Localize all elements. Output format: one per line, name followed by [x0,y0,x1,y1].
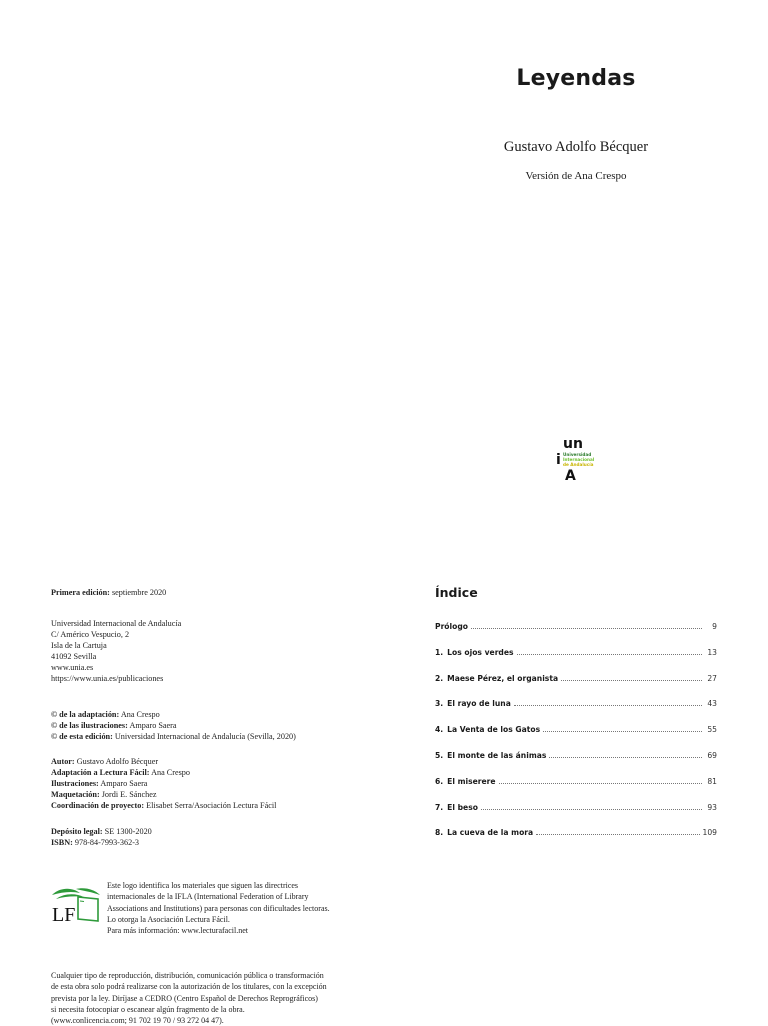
first-edition-label: Primera edición: [51,588,110,597]
toc-entry[interactable] [435,748,717,760]
staff-value: Gustavo Adolfo Bécquer [76,757,159,766]
legal-line: de esta obra solo podrá realizarse con la autorización de los titulares, con la excepción [51,982,327,992]
svg-text:LF: LF [52,904,76,925]
toc-entry-text: El beso [447,803,478,812]
copyright-value: Amparo Saera [129,721,177,730]
toc-entry-label [435,674,560,683]
unia-logo-universidad: Universidad [563,452,592,457]
toc-entry-label [435,622,470,631]
staff-value: Elisabet Serra/Asociación Lectura Fácil [146,801,277,810]
book-version: Versión de Ana Crespo [525,170,627,182]
toc-entry-number: 6. [435,777,444,786]
note-line: Lo otorga la Asociación Lectura Fácil. [107,914,230,924]
toc-entry-page: 13 [707,648,717,657]
toc-entry-number: 8. [435,828,444,837]
toc-entry-page: 9 [712,622,717,631]
book-title: Leyendas [516,66,636,91]
publisher-address [51,618,181,684]
toc-entry-number: 1. [435,648,444,657]
toc-leader-dots [536,834,699,835]
staff-label: Ilustraciones: [51,779,99,788]
toc-entry-number: 5. [435,751,444,760]
legal-line: (www.conlicencia.com; 91 702 19 70 / 93 272 04 47). [51,1016,224,1026]
toc-entry-text: El miserere [447,777,496,786]
toc-entry-page: 81 [707,777,717,786]
first-edition-value: septiembre 2020 [111,588,167,597]
toc-entry-text: La Venta de los Gatos [447,725,541,734]
unia-logo-un: un [563,436,583,452]
toc-entry-label [435,751,548,760]
unia-logo [553,436,603,486]
staff-value: Amparo Saera [100,779,148,788]
staff-value: Jordi E. Sánchez [101,790,157,799]
toc-entry-number: 7. [435,803,444,812]
toc-leader-dots [549,757,702,758]
toc-entry[interactable] [435,696,717,708]
legal-line: si necesita fotocopiar o escanear algún fragmento de la obra. [51,1004,245,1014]
copyright-value: Ana Crespo [120,710,160,719]
address-line: 41092 Sevilla [51,652,97,661]
toc-entry-label [435,828,535,837]
unia-logo-internacional: Internacional [563,457,595,462]
index-title: Índice [435,585,478,600]
toc-entry-text: Maese Pérez, el organista [447,674,559,683]
note-line: Associations and Institutions) para personas con dificultades lectoras. [107,903,330,913]
toc-leader-dots [471,628,702,629]
unia-logo-a: A [565,468,576,484]
staff-value: Ana Crespo [151,768,190,777]
website-link[interactable]: www.unia.es [51,663,94,672]
toc-entry-number: 3. [435,699,444,708]
copyright-label: © de esta edición: [51,732,113,741]
note-line: Este logo identifica los materiales que siguen las directrices [107,881,299,890]
deposito-legal-label: Depósito legal: [51,827,103,836]
toc-leader-dots [514,705,702,706]
lectura-facil-logo-icon [50,885,102,925]
toc-entry-label [435,699,513,708]
staff-label: Coordinación de proyecto: [51,801,145,810]
isbn-label: ISBN: [51,838,73,847]
toc-entry[interactable] [435,825,717,837]
toc-entry-label [435,777,498,786]
legal-line: Cualquier tipo de reproducción, distribución, comunicación pública o transformación [51,971,324,980]
copyright-label: © de las ilustraciones: [51,721,128,730]
staff-block [51,756,276,811]
note-line: internacionales de la IFLA (International Federation of Library [107,892,309,902]
toc-leader-dots [481,809,702,810]
toc-entry[interactable] [435,619,717,631]
lectura-facil-note [107,880,330,936]
legal-notice [51,970,327,1026]
toc-entry[interactable] [435,800,717,812]
address-line: Isla de la Cartuja [51,641,107,650]
toc-entry-page: 93 [707,803,717,812]
toc-entry-text: El monte de las ánimas [447,751,547,760]
staff-label: Adaptación a Lectura Fácil: [51,768,150,777]
toc-leader-dots [543,731,702,732]
toc-entry-page: 43 [707,699,717,708]
copyright-value: Universidad Internacional de Andalucía (Sevilla, 2020) [114,732,296,741]
staff-label: Maquetación: [51,790,100,799]
toc-entry-number: 2. [435,674,444,683]
toc-leader-dots [517,654,702,655]
first-edition [51,587,166,598]
toc-entry-page: 27 [707,674,717,683]
toc-entry-label [435,648,516,657]
note-line: Para más información: www.lecturafacil.net [107,926,248,936]
copyright-block [51,709,296,742]
toc-entry[interactable] [435,671,717,683]
toc-entry-number: 4. [435,725,444,734]
toc-entry-page: 55 [707,725,717,734]
address-line: C/ Américo Vespucio, 2 [51,630,130,639]
toc-entry-page: 69 [707,751,717,760]
legal-ids [51,826,152,848]
isbn-value: 978-84-7993-362-3 [74,838,140,847]
toc-leader-dots [499,783,702,784]
unia-logo-i: i [556,452,561,468]
book-author: Gustavo Adolfo Bécquer [503,139,649,155]
toc-entry-text: Los ojos verdes [447,648,514,657]
toc-entry[interactable] [435,722,717,734]
toc-entry[interactable] [435,645,717,657]
copyright-label: © de la adaptación: [51,710,120,719]
toc-leader-dots [561,680,702,681]
toc-entry-label [435,725,542,734]
toc-entry-text: El rayo de luna [447,699,511,708]
toc-entry-page: 109 [702,828,717,837]
unia-logo-andalucia: de Andalucía [563,462,594,467]
staff-label: Autor: [51,757,75,766]
toc-entry-label [435,803,480,812]
toc-entry-text: La cueva de la mora [447,828,534,837]
publications-link[interactable]: https://www.unia.es/publicaciones [51,674,164,683]
legal-line: prevista por la ley. Diríjase a CEDRO (Centro Español de Derechos Reprográficos) [51,993,318,1003]
deposito-legal-value: SE 1300-2020 [104,827,152,836]
toc-entry-text: Prólogo [435,622,469,631]
toc-entry[interactable] [435,774,717,786]
lectura-facil-logo [50,885,102,925]
address-line: Universidad Internacional de Andalucía [51,619,182,628]
